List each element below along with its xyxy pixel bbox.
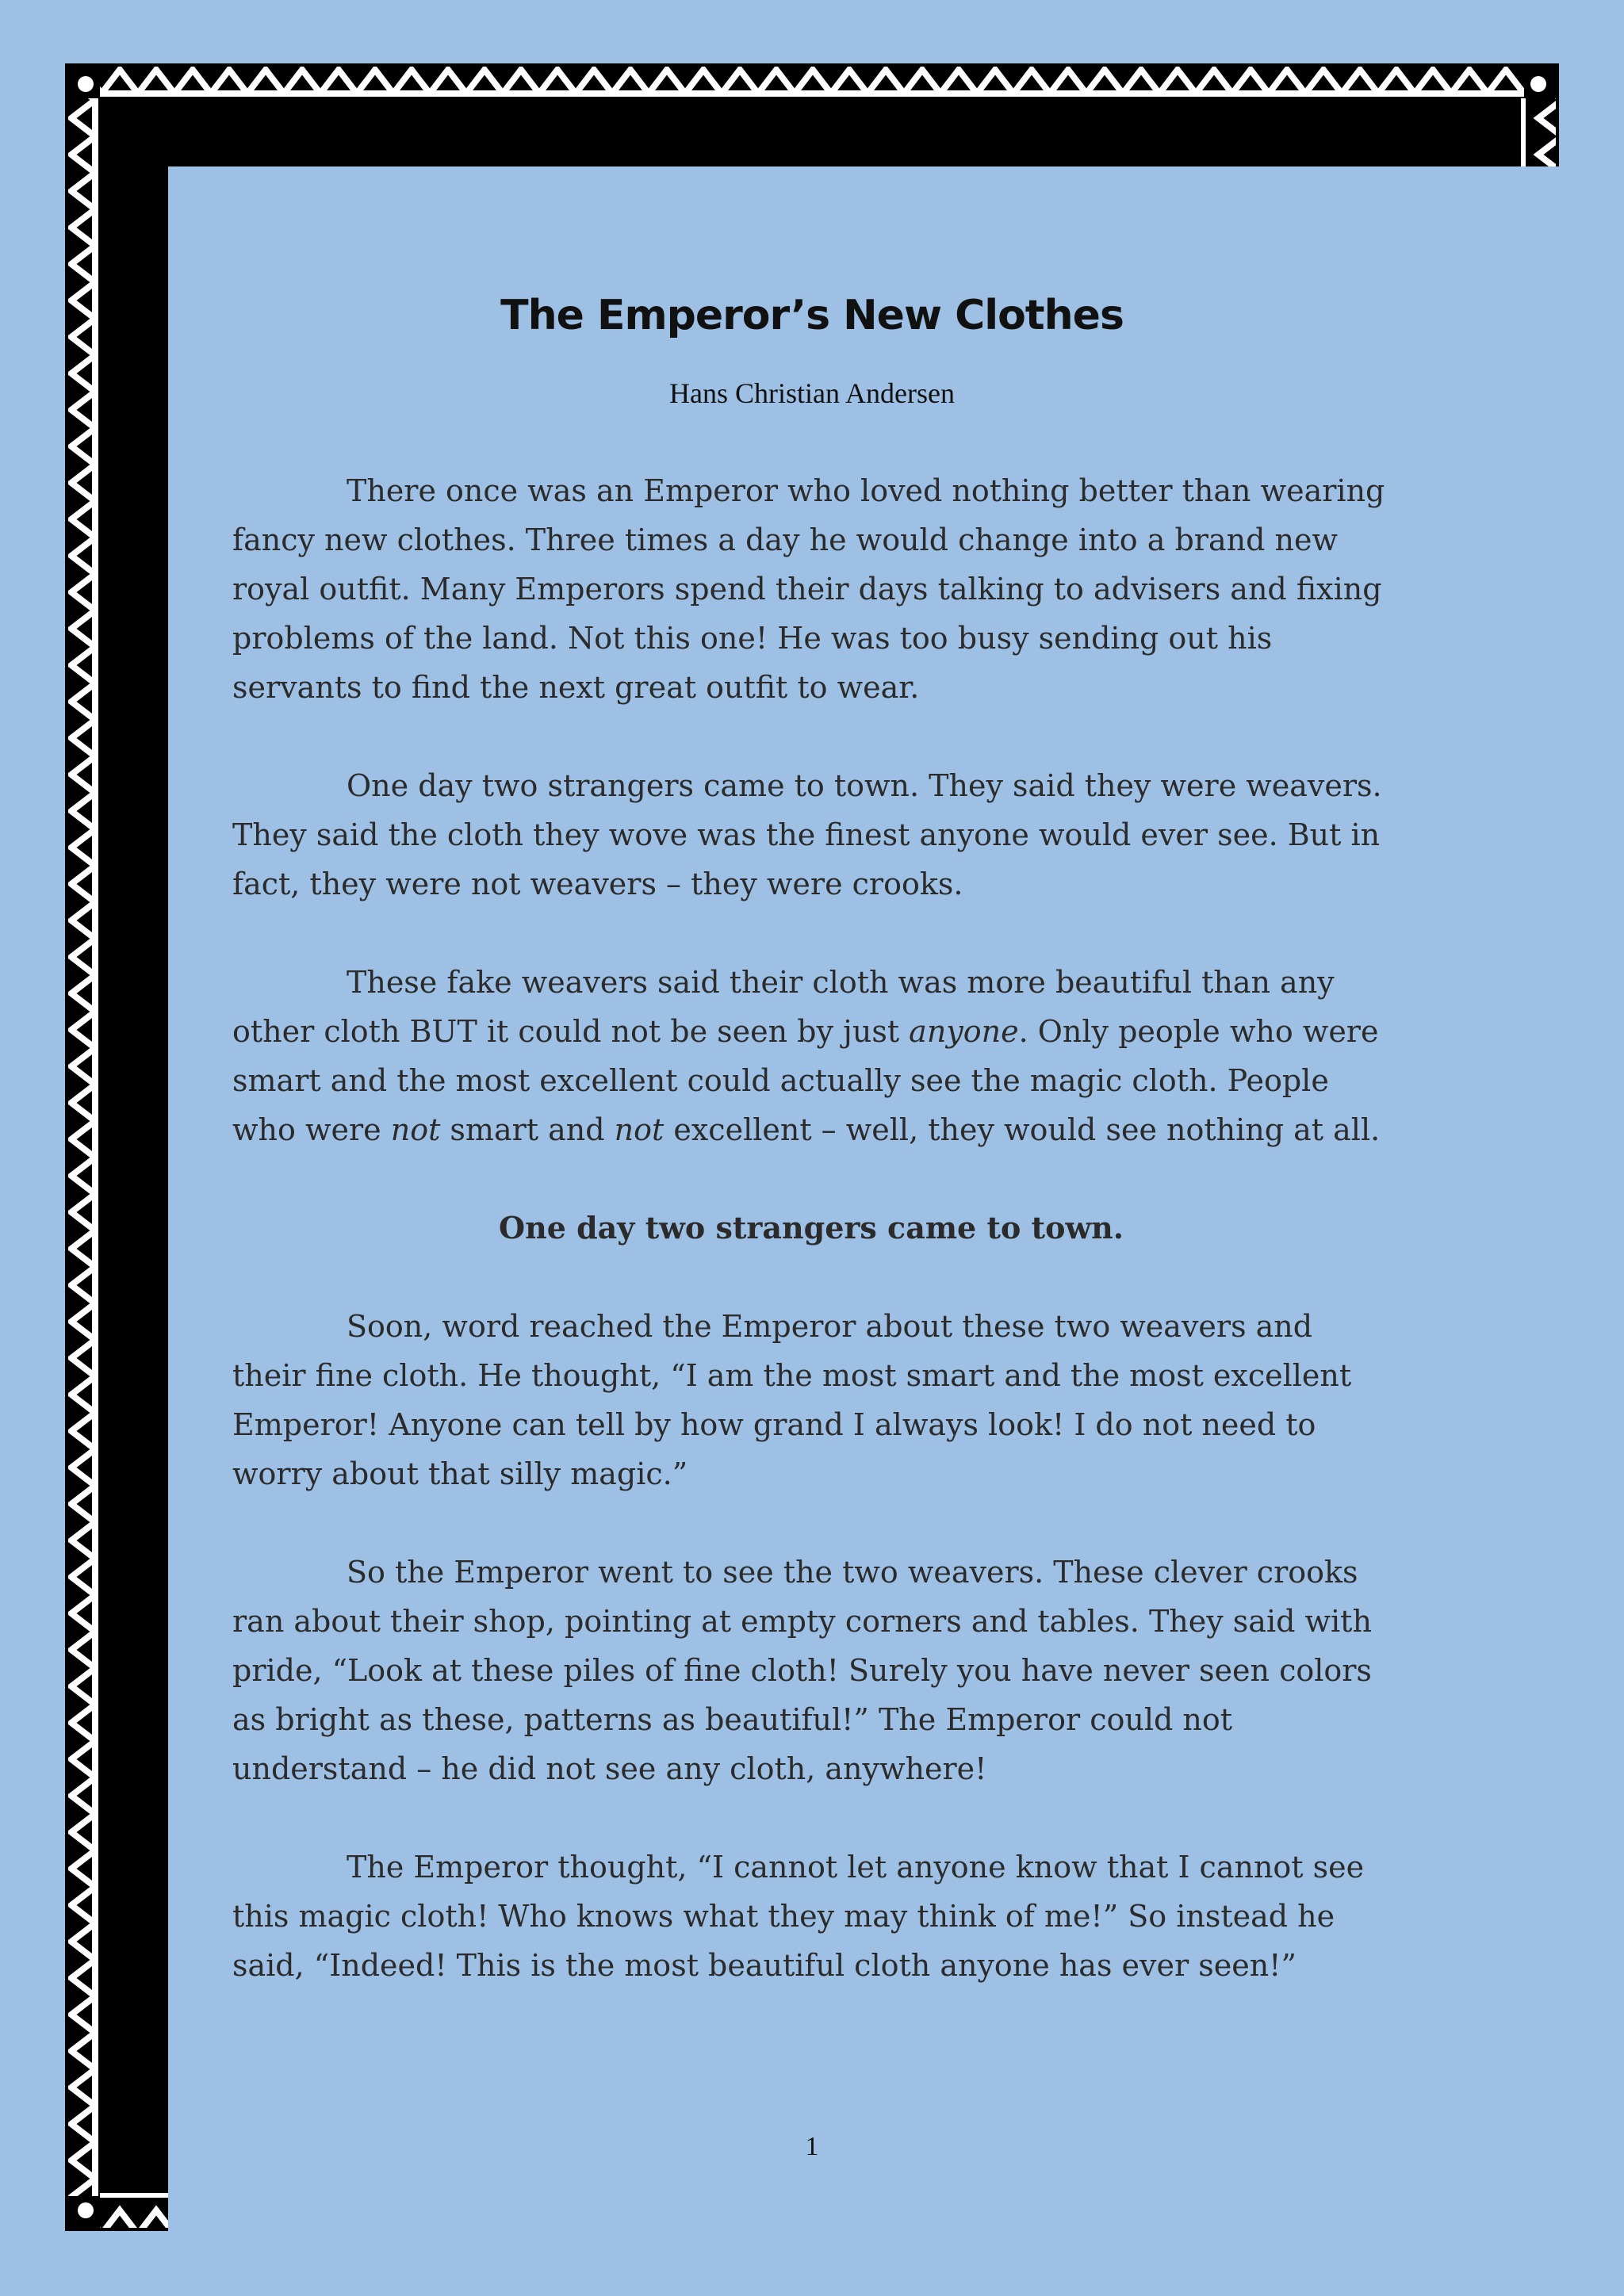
emphasized-text: not — [390, 1112, 441, 1147]
story-paragraph — [232, 761, 1390, 909]
paragraph-text: The Emperor thought, “I cannot let anyone know that I cannot see this magic cloth! Who knows what they may think of me!” So instead he said, “Indeed! This is the most beautiful cloth anyone has ever seen!” — [232, 1850, 1365, 1983]
emphasized-text: not — [614, 1112, 665, 1147]
story-paragraph — [232, 1302, 1390, 1498]
paragraph-text: One day two strangers came to town. — [498, 1210, 1124, 1246]
emphasized-text: anyone — [909, 1014, 1019, 1049]
story-paragraph — [232, 1548, 1390, 1793]
author-name: Hans Christian Andersen — [669, 377, 955, 409]
paragraph-text: So the Emperor went to see the two weavers. These clever crooks ran about their shop, pointing at empty corners and tables. They said with pride, “Look at these piles of fine cloth! Surely you have never seen colors as bright as these, patterns as beautiful!” The Emperor could not understand – he did not see any cloth, anywhere! — [232, 1555, 1372, 1786]
paragraph-text: Soon, word reached the Emperor about these two weavers and their fine cloth. He thought, “I am the most smart and the most excellent Emperor! Anyone can tell by how grand I always look! I do not need to worry about that silly magic.” — [232, 1309, 1352, 1491]
story-paragraph — [232, 466, 1390, 712]
paragraph-text: One day two strangers came to town. They said they were weavers. They said the cloth they wove was the finest anyone would ever see. But in fact, they were not weavers – they were crooks. — [232, 768, 1382, 901]
story-body — [232, 466, 1390, 2039]
paragraph-text: smart and — [440, 1112, 615, 1147]
paragraph-text: There once was an Emperor who loved nothing better than wearing fancy new clothes. Three times a day he would change into a brand new royal outfit. Many Emperors spend their days talking to advisers and fixing problems of the land. Not this one! He was too busy sending out his servants to find the next great outfit to wear. — [232, 473, 1385, 705]
paragraph-text: These fake weavers said their cloth was more beautiful than any other cloth BUT it could not be seen by just — [232, 965, 1335, 1049]
section-heading — [232, 1203, 1390, 1253]
paragraph-text: excellent – well, they would see nothing at all. — [664, 1112, 1381, 1147]
document-title: The Emperor’s New Clothes — [500, 292, 1124, 339]
page-number: 1 — [805, 2132, 819, 2161]
story-paragraph — [232, 958, 1390, 1154]
paragraph-text: . Only people who were smart and the most excellent could actually see the magic cloth. People who were — [232, 1014, 1379, 1147]
story-paragraph — [232, 1843, 1390, 1990]
